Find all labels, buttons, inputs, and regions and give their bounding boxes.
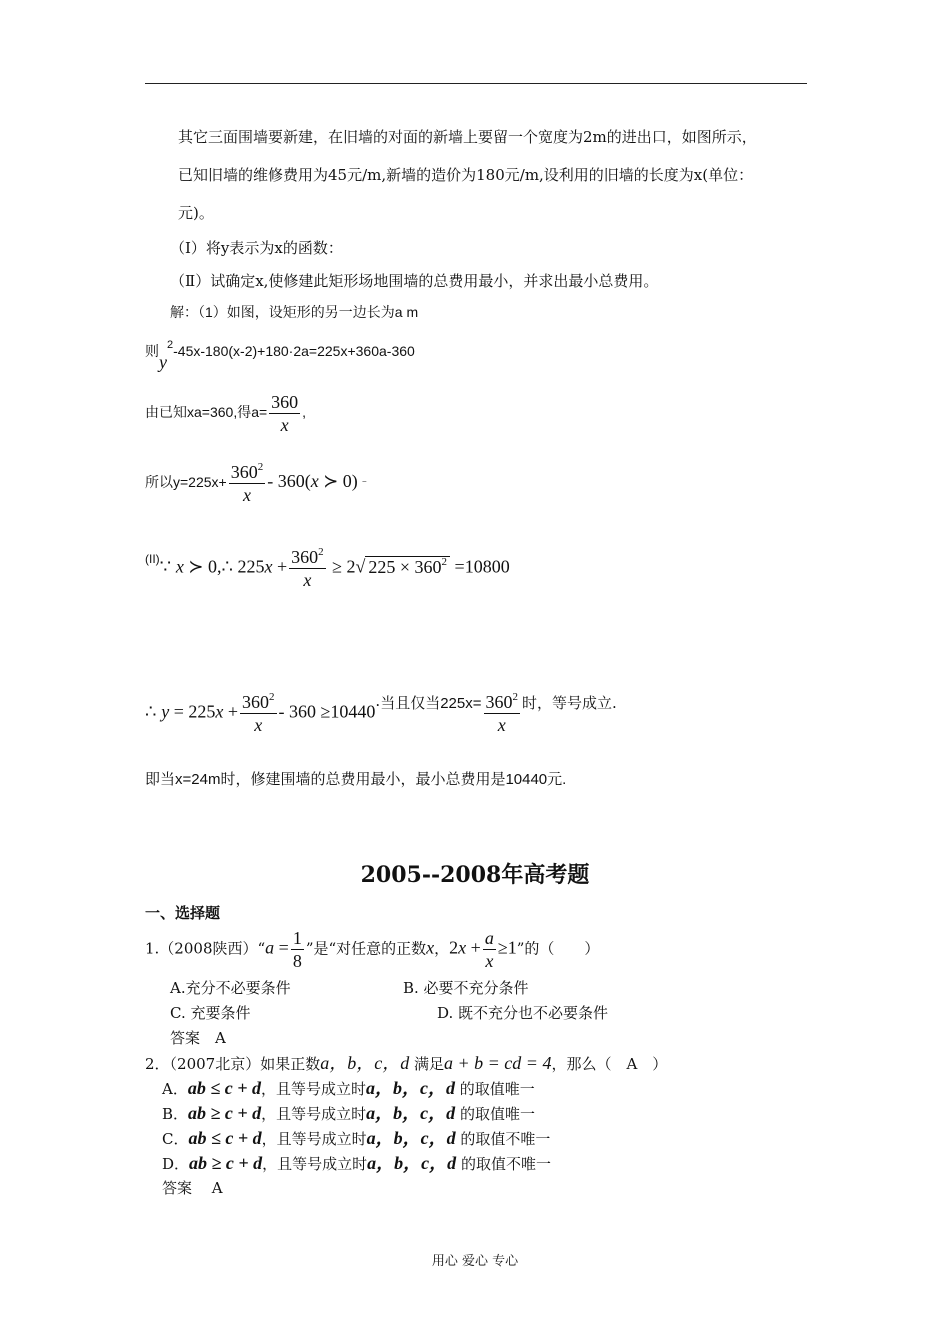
part2-geq: ≥ 2: [327, 556, 356, 577]
solution-a-line: [145, 392, 306, 435]
part2-root: 225 × 360: [368, 556, 442, 577]
q2-option-d-vars: a，b，c，d: [367, 1153, 457, 1173]
q1-mid: ”是“对任意的正数: [305, 939, 427, 958]
q2-option-a-vars: a，b，c，d: [365, 1078, 455, 1098]
solution-intro: 解：（1）如图，设矩形的另一边长为a m: [170, 304, 419, 320]
so-line-condition: ≻ 0): [318, 471, 358, 492]
sqrt-symbol-icon: √: [355, 556, 366, 577]
q2-option-c[interactable]: [162, 1124, 550, 1150]
part2-because: ∵: [159, 556, 172, 577]
q1-option-a[interactable]: A.充分不必要条件: [170, 979, 291, 997]
part2-sup: 2: [318, 546, 324, 558]
conc-eq: = 225: [169, 701, 216, 722]
y-line-var: y: [159, 352, 167, 372]
so-line-rest: - 360(: [267, 471, 311, 492]
part2-denominator: x: [303, 570, 312, 590]
so-line-denominator: x: [242, 485, 251, 505]
a-line-suffix: ,: [302, 404, 307, 421]
problem-part-2: （Ⅱ）试确定x,使修建此矩形场地围墙的总费用最小，并求出最小总费用。: [170, 272, 659, 290]
conc-rest: - 360 ≥10440: [278, 701, 376, 722]
q1-expr-coef: 2: [449, 937, 459, 958]
so-line-mark: ⁻: [361, 479, 368, 491]
part2-label: (II): [145, 551, 160, 566]
q2-condition: a + b = cd = 4: [444, 1053, 552, 1073]
q2-option-a-end: 的取值唯一: [459, 1080, 535, 1098]
q2-answer: 答案 A: [162, 1179, 223, 1197]
q2-option-b-text: ，且等号成立时: [261, 1105, 367, 1123]
q2-option-d-end: 的取值不唯一: [460, 1155, 551, 1173]
q1-expr-denominator: x: [485, 951, 494, 971]
a-line-denominator: x: [280, 415, 289, 435]
so-line-sup: 2: [257, 461, 264, 473]
conc-end: 时，等号成立.: [522, 693, 617, 712]
section-title: 2005--2008年高考题: [360, 862, 590, 888]
conc-plus: +: [223, 701, 239, 722]
so-line-prefix: 所以y=225x+: [145, 474, 227, 491]
conc-therefore: ∴: [145, 701, 157, 722]
q2-option-b-vars: a，b，c，d: [366, 1103, 456, 1123]
q2-option-b-expr: ab ≥ c + d: [188, 1103, 262, 1123]
y-line-sup: 2: [167, 339, 174, 351]
solution-conclusion-line: [145, 692, 617, 735]
part2-x: x: [175, 556, 184, 577]
q1-x: x: [426, 937, 435, 958]
q2-option-c-vars: a，b，c，d: [366, 1128, 456, 1148]
conc-x: x: [215, 701, 224, 722]
q1-denominator: 8: [292, 951, 302, 971]
q2-stem: [145, 1049, 667, 1075]
q2-vars: a，b，c，d: [320, 1053, 410, 1073]
q1-option-b[interactable]: B. 必要不充分条件: [403, 979, 529, 997]
part2-result: =10800: [450, 556, 510, 577]
q2-option-b[interactable]: [162, 1099, 535, 1125]
problem-part-1: （Ⅰ）将y表示为x的函数：: [170, 239, 343, 257]
q2-option-c-text: ，且等号成立时: [261, 1130, 367, 1148]
a-line-prefix: 由已知xa=360,得a=: [145, 404, 268, 421]
page-footer: 用心 爱心 专心: [431, 1254, 519, 1269]
q1-option-d[interactable]: D. 既不充分也不必要条件: [437, 1004, 609, 1022]
conc-when: 当且仅当225x=: [380, 694, 482, 712]
q1-comma: ，: [434, 939, 450, 958]
q2-suffix: ，那么（ A ）: [551, 1055, 668, 1073]
q2-option-a-expr: ab ≤ c + d: [187, 1078, 261, 1098]
so-line-numerator: 360: [230, 462, 258, 482]
q2-cond-prefix: 满足: [414, 1055, 445, 1073]
q1-option-c[interactable]: C. 充要条件: [170, 1004, 251, 1022]
part2-plus: +: [272, 556, 288, 577]
q1-eq: =: [274, 937, 289, 958]
conc-numerator: 360: [242, 692, 270, 712]
a-line-numerator: 360: [271, 392, 299, 412]
solution-so-line: [145, 462, 367, 505]
part2-numerator: 360: [291, 547, 319, 567]
conc-y: y: [161, 701, 170, 722]
q2-option-b-label: B．: [162, 1105, 189, 1123]
part2-x2: x: [264, 556, 273, 577]
q2-option-a-text: ，且等号成立时: [260, 1080, 366, 1098]
solution-y-line: [145, 339, 415, 372]
q1-expr-numerator: a: [484, 928, 494, 948]
solution-final: 即当x=24m时，修建围墙的总费用最小，最小总费用是10440元.: [145, 771, 567, 788]
q2-prefix: 2．（2007北京）如果正数: [145, 1055, 321, 1073]
conc-denominator-2: x: [497, 715, 506, 735]
so-line-x: x: [310, 471, 319, 492]
q1-suffix: ”的（ ）: [516, 939, 600, 958]
problem-line-1: 其它三面围墙要新建，在旧墙的对面的新墙上要留一个宽度为2m的进出口，如图所示，: [178, 128, 757, 146]
q1-answer: 答案 A: [170, 1029, 226, 1047]
q2-option-a-label: A．: [162, 1080, 188, 1098]
q2-option-c-end: 的取值不唯一: [460, 1130, 551, 1148]
part2-root-sup: 2: [441, 555, 448, 568]
q2-option-c-expr: ab ≤ c + d: [188, 1128, 262, 1148]
q1-expr-x: x: [458, 937, 467, 958]
y-line-prefix: 则: [145, 343, 159, 359]
q1-stem: [145, 928, 599, 971]
solution-part2-line: [145, 547, 510, 590]
q2-option-d-expr: ab ≥ c + d: [189, 1153, 263, 1173]
conc-sup: 2: [269, 691, 275, 703]
header-rule: [145, 83, 807, 84]
q2-option-d[interactable]: [162, 1149, 551, 1175]
conc-dot: ·: [375, 695, 381, 714]
conc-numerator-2: 360: [485, 692, 513, 712]
section-heading: 一、选择题: [145, 904, 221, 922]
y-line-rest: -45x-180(x-2)+180·2a=225x+360a-360: [173, 343, 415, 359]
q2-option-d-label: D．: [162, 1155, 190, 1173]
q1-a: a: [265, 937, 275, 958]
q2-option-b-end: 的取值唯一: [459, 1105, 535, 1123]
part2-condition: ≻ 0,∴ 225: [183, 556, 265, 577]
problem-line-2: 已知旧墙的维修费用为45元/m,新墙的造价为180元/m,设利用的旧墙的长度为x(单位：: [178, 166, 754, 184]
q2-option-c-label: C．: [162, 1130, 189, 1148]
q2-option-a[interactable]: [162, 1074, 535, 1100]
q1-expr-plus: +: [466, 937, 481, 958]
q1-expr-geq: ≥1: [497, 937, 517, 958]
problem-line-3: 元)。: [178, 204, 214, 222]
q2-option-d-text: ，且等号成立时: [262, 1155, 368, 1173]
q1-prefix: 1.（2008陕西）“: [145, 939, 266, 958]
conc-denominator: x: [254, 715, 263, 735]
q1-numerator: 1: [292, 928, 302, 948]
conc-sup-2: 2: [512, 691, 518, 703]
